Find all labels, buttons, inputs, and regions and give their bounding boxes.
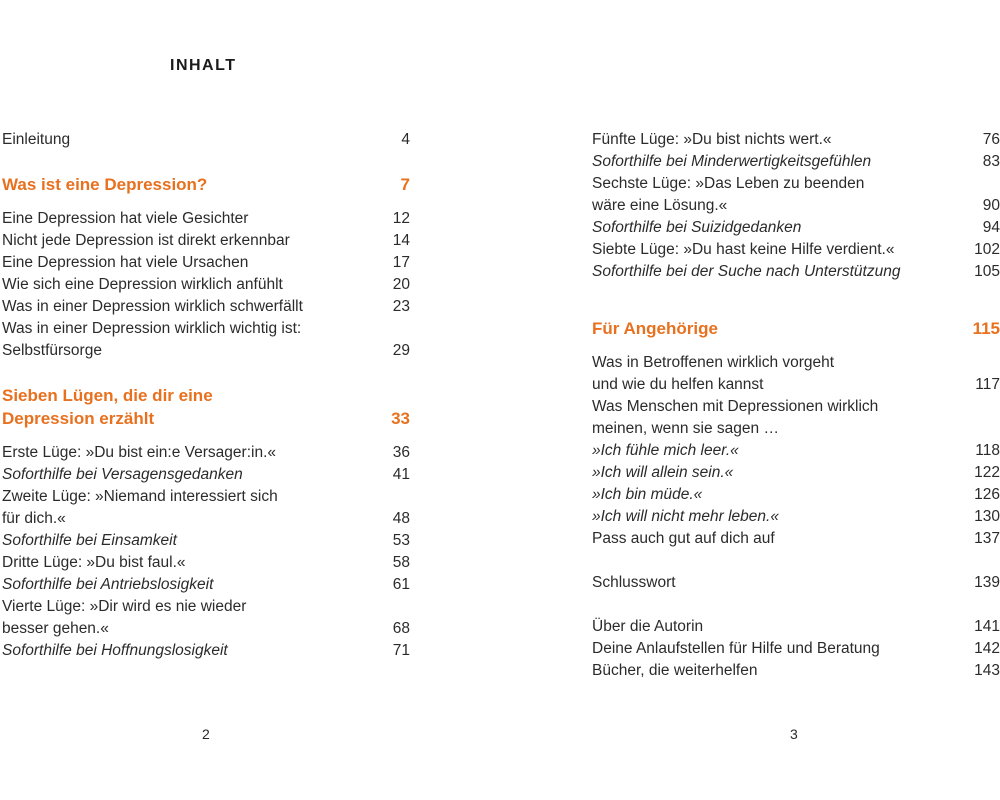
toc-section: [0, 407, 410, 430]
toc-entry-page: 12: [392, 210, 410, 227]
toc-entry-page: 102: [974, 241, 1000, 258]
toc-entry: [0, 318, 410, 340]
toc-entry: [590, 440, 1000, 462]
toc-entry-page: 137: [974, 530, 1000, 547]
toc-entry-page: 143: [974, 662, 1000, 679]
toc-entry-page: 142: [974, 640, 1000, 657]
toc-entry: [0, 530, 410, 552]
toc-entry: [0, 486, 410, 508]
toc-entry-page: 61: [392, 576, 410, 593]
toc-entry-page: 17: [392, 254, 410, 271]
toc-entry: [590, 484, 1000, 506]
toc-entry-title: Deine Anlaufstellen für Hilfe und Beratung: [592, 640, 880, 657]
toc-entry-title: Erste Lüge: »Du bist ein:e Versager:in.«: [2, 444, 276, 461]
toc-entry-title: Fünfte Lüge: »Du bist nichts wert.«: [592, 131, 832, 148]
toc-entry-page: 76: [982, 131, 1000, 148]
toc-entry: [590, 418, 1000, 440]
toc-entry-title: Soforthilfe bei Versagensgedanken: [2, 466, 243, 483]
toc-entry: [0, 252, 410, 274]
toc-entry-page: 4: [401, 131, 410, 148]
toc-entry-title: Soforthilfe bei Einsamkeit: [2, 532, 177, 549]
toc-entry-title: meinen, wenn sie sagen …: [592, 420, 779, 437]
toc-entry-page: 90: [982, 197, 1000, 214]
toc-entry-title: Sechste Lüge: »Das Leben zu beenden: [592, 175, 865, 192]
toc-entry-page: 117: [975, 376, 1000, 393]
toc-entry-title: Schlusswort: [592, 574, 676, 591]
toc-entry-title: Nicht jede Depression ist direkt erkennbar: [2, 232, 290, 249]
toc-section: [0, 173, 410, 196]
toc-entry-page: 48: [392, 510, 410, 527]
toc-entry-title: Siebte Lüge: »Du hast keine Hilfe verdient.«: [592, 241, 895, 258]
toc-entry-title: Selbstfürsorge: [2, 342, 102, 359]
toc-entry-title: wäre eine Lösung.«: [592, 197, 728, 214]
toc-entry: [590, 261, 1000, 283]
toc-entry: [0, 230, 410, 252]
toc-entry-title: »Ich will allein sein.«: [592, 464, 734, 481]
toc-entry-title: Soforthilfe bei der Suche nach Unterstützung: [592, 263, 901, 280]
toc-entry-title: Bücher, die weiterhelfen: [592, 662, 758, 679]
toc-left: [0, 129, 410, 662]
toc-section-title: Depression erzählt: [2, 409, 155, 428]
toc-entry-page: 14: [392, 232, 410, 249]
toc-section-title: Sieben Lügen, die dir eine: [2, 386, 213, 405]
toc-entry-title: Soforthilfe bei Hoffnungslosigkeit: [2, 642, 228, 659]
toc-entry: [590, 173, 1000, 195]
toc-entry: [0, 596, 410, 618]
toc-entry-page: 53: [392, 532, 410, 549]
toc-entry-page: 94: [982, 219, 1000, 236]
toc-entry: [0, 296, 410, 318]
toc-section-title: Für Angehörige: [592, 319, 718, 338]
toc-section-page: 33: [391, 409, 410, 428]
toc-entry: [590, 195, 1000, 217]
toc-entry: [590, 151, 1000, 173]
toc-entry-page: 130: [974, 508, 1000, 525]
toc-entry-title: Einleitung: [2, 131, 71, 148]
toc-entry: [590, 396, 1000, 418]
toc-entry-title: Soforthilfe bei Minderwertigkeitsgefühlen: [592, 153, 872, 170]
toc-entry-title: Eine Depression hat viele Ursachen: [2, 254, 249, 271]
toc-entry: [590, 638, 1000, 660]
page-number-left: 2: [202, 726, 210, 742]
toc-entry-title: »Ich will nicht mehr leben.«: [592, 508, 779, 525]
toc-entry-page: 20: [392, 276, 410, 293]
toc-entry-page: 118: [975, 442, 1000, 459]
toc-entry-title: Eine Depression hat viele Gesichter: [2, 210, 249, 227]
left-page: [0, 0, 410, 800]
toc-entry-title: Was in Betroffenen wirklich vorgeht: [592, 354, 835, 371]
toc-entry: [0, 640, 410, 662]
toc-entry-title: Was Menschen mit Depressionen wirklich: [592, 398, 879, 415]
toc-entry-title: und wie du helfen kannst: [592, 376, 764, 393]
toc-entry: [0, 129, 410, 151]
toc-entry-title: besser gehen.«: [2, 620, 109, 637]
toc-entry-page: 41: [392, 466, 410, 483]
toc-section: [590, 317, 1000, 340]
toc-entry-title: Soforthilfe bei Suizidgedanken: [592, 219, 802, 236]
toc-entry: [590, 217, 1000, 239]
toc-section-page: 7: [400, 175, 410, 194]
toc-entry: [590, 374, 1000, 396]
toc-entry-title: Über die Autorin: [592, 618, 704, 635]
toc-right: [590, 129, 1000, 682]
toc-entry-page: 58: [392, 554, 410, 571]
toc-entry: [0, 508, 410, 530]
toc-entry-title: Was in einer Depression wirklich wichtig ist:: [2, 320, 302, 337]
page-title: INHALT: [170, 57, 237, 74]
toc-entry-title: Wie sich eine Depression wirklich anfühlt: [2, 276, 283, 293]
toc-entry-title: für dich.«: [2, 510, 66, 527]
toc-entry: [0, 442, 410, 464]
toc-entry-page: 139: [974, 574, 1000, 591]
toc-entry: [590, 129, 1000, 151]
toc-section-page: 115: [972, 319, 1000, 338]
toc-entry-title: Zweite Lüge: »Niemand interessiert sich: [2, 488, 278, 505]
toc-entry: [0, 574, 410, 596]
toc-entry: [590, 660, 1000, 682]
toc-entry-title: »Ich bin müde.«: [592, 486, 703, 503]
toc-entry: [0, 208, 410, 230]
right-page: [590, 0, 1000, 800]
toc-entry: [590, 506, 1000, 528]
page-number-right: 3: [790, 726, 798, 742]
toc-entry-page: 68: [392, 620, 410, 637]
toc-entry: [590, 616, 1000, 638]
toc-section: [0, 384, 410, 407]
toc-entry-page: 126: [974, 486, 1000, 503]
toc-section-title: Was ist eine Depression?: [2, 175, 208, 194]
toc-entry-title: Dritte Lüge: »Du bist faul.«: [2, 554, 186, 571]
toc-entry-page: 29: [392, 342, 410, 359]
toc-entry-page: 122: [974, 464, 1000, 481]
toc-entry: [590, 528, 1000, 550]
toc-entry-title: Vierte Lüge: »Dir wird es nie wieder: [2, 598, 247, 615]
toc-entry-page: 83: [982, 153, 1000, 170]
toc-entry: [0, 340, 410, 362]
toc-entry-page: 141: [974, 618, 1000, 635]
toc-entry: [590, 462, 1000, 484]
toc-entry: [0, 552, 410, 574]
toc-entry-title: Pass auch gut auf dich auf: [592, 530, 775, 547]
toc-entry: [0, 618, 410, 640]
toc-entry-page: 23: [392, 298, 410, 315]
toc-entry: [0, 464, 410, 486]
toc-entry-page: 71: [392, 642, 410, 659]
toc-entry-title: »Ich fühle mich leer.«: [592, 442, 739, 459]
toc-entry-title: Was in einer Depression wirklich schwerfällt: [2, 298, 303, 315]
toc-entry-title: Soforthilfe bei Antriebslosigkeit: [2, 576, 214, 593]
toc-entry: [590, 239, 1000, 261]
toc-entry: [590, 352, 1000, 374]
toc-entry: [0, 274, 410, 296]
toc-entry-page: 105: [974, 263, 1000, 280]
toc-entry-page: 36: [392, 444, 410, 461]
toc-entry: [590, 572, 1000, 594]
